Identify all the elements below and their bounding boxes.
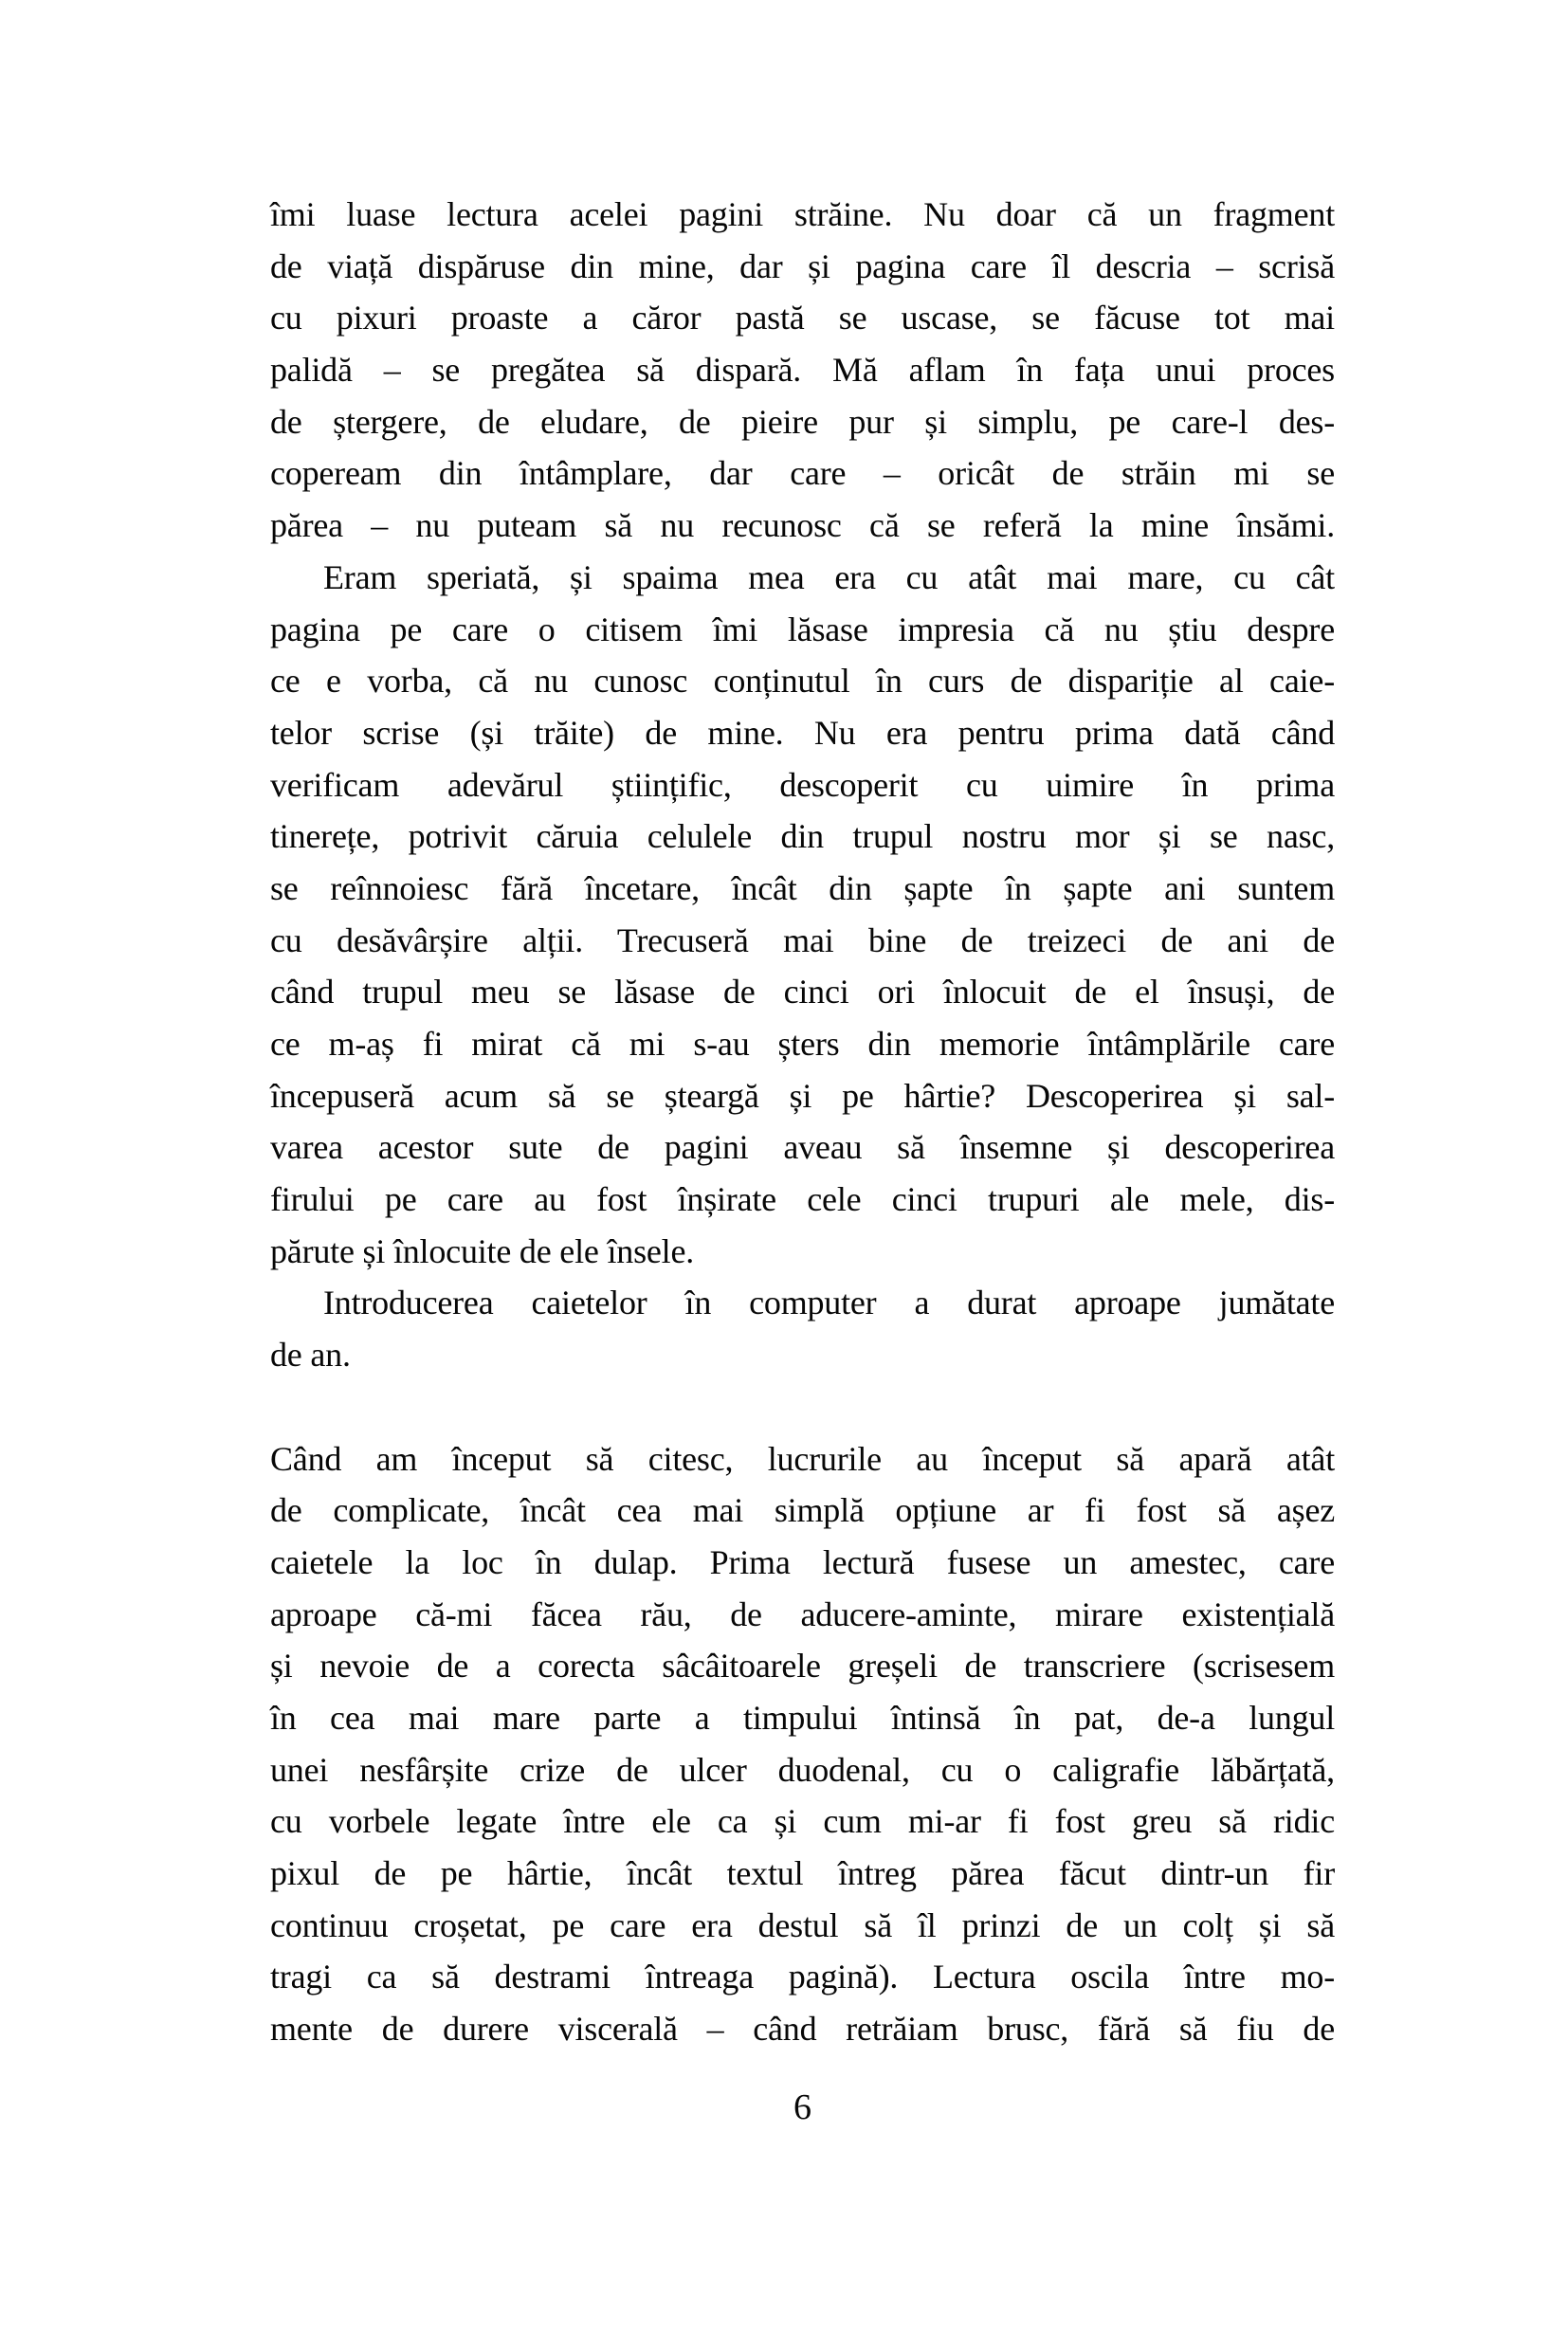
text-line-content: începuseră acum să se șteargă și pe hârtie? Descoperirea și sal-: [270, 1076, 1335, 1115]
text-line: [270, 1795, 1335, 1848]
text-line-content: ce e vorba, că nu cunosc conținutul în curs de dispariție al caie-: [270, 662, 1335, 701]
text-line: [270, 966, 1335, 1018]
text-line: [270, 811, 1335, 863]
text-line-content: de an.: [270, 1336, 351, 1375]
text-line-content: de ștergere, de eludare, de pieire pur și simplu, pe care-l des-: [270, 402, 1335, 441]
section-break: [270, 1381, 1335, 1433]
text-line-content: tinerețe, potrivit căruia celulele din trupul nostru mor și se nasc,: [270, 817, 1335, 856]
text-line: [270, 655, 1335, 707]
text-line-content: caietele la loc în dulap. Prima lectură fusese un amestec, care: [270, 1542, 1335, 1581]
text-line: [270, 1226, 1335, 1278]
text-line-content: cu desăvârșire alții. Trecuseră mai bine de treizeci de ani de: [270, 920, 1335, 959]
text-line-content: părea – nu puteam să nu recunosc că se referă la mine însămi.: [270, 506, 1335, 545]
text-line: [270, 1433, 1335, 1485]
text-line: [270, 1744, 1335, 1796]
text-line-content: mente de durere viscerală – când retrăiam brusc, fără să fiu de: [270, 2010, 1335, 2049]
text-line-content: îmi luase lectura acelei pagini străine. Nu doar că un fragment: [270, 195, 1335, 233]
text-line: [270, 1589, 1335, 1641]
text-line-content: firului pe care au fost înșirate cele cinci trupuri ale mele, dis-: [270, 1180, 1335, 1219]
text-line: [270, 1537, 1335, 1589]
text-line: [270, 1485, 1335, 1537]
text-line: [270, 1277, 1335, 1329]
text-line-content: cu pixuri proaste a căror pastă se uscase, se făcuse tot mai: [270, 299, 1335, 337]
text-line: [270, 344, 1335, 396]
text-line: [270, 759, 1335, 811]
text-line: [270, 189, 1335, 241]
text-line: [270, 447, 1335, 500]
text-line-content: părute și înlocuite de ele însele.: [270, 1231, 695, 1270]
text-line-content: Introducerea caietelor în computer a durat aproape jumătate: [323, 1284, 1335, 1322]
text-line: [270, 1692, 1335, 1744]
text-line-content: telor scrise (și trăite) de mine. Nu era pentru prima dată când: [270, 713, 1335, 752]
text-line: [270, 1121, 1335, 1174]
text-line: [270, 1070, 1335, 1122]
text-line-content: pixul de pe hârtie, încât textul întreg părea făcut dintr-un fir: [270, 1854, 1335, 1892]
text-line: [270, 863, 1335, 915]
text-line-content: de viață dispăruse din mine, dar și pagina care îl descria – scrisă: [270, 246, 1335, 285]
text-line-content: cu vorbele legate între ele ca și cum mi-ar fi fost greu să ridic: [270, 1802, 1335, 1841]
text-line-content: unei nesfârșite crize de ulcer duodenal, cu o caligrafie lăbărțată,: [270, 1750, 1335, 1789]
text-line: [270, 604, 1335, 656]
text-line-content: pagina pe care o citisem îmi lăsase impresia că nu știu despre: [270, 610, 1335, 648]
text-line: [270, 396, 1335, 448]
text-line: [270, 1848, 1335, 1900]
text-line-content: palidă – se pregătea să dispară. Mă aflam în fața unui proces: [270, 351, 1335, 390]
page-number: 6: [793, 2087, 811, 2127]
text-line-content: Când am început să citesc, lucrurile au început să apară atât: [270, 1439, 1335, 1478]
text-line: [270, 241, 1335, 293]
text-line: [270, 1951, 1335, 2003]
text-line: [270, 2003, 1335, 2055]
text-line-content: copeream din întâmplare, dar care – oricât de străin mi se: [270, 454, 1335, 493]
text-line: [270, 552, 1335, 604]
text-line-content: aproape că-mi făcea rău, de aducere-aminte, mirare existențială: [270, 1595, 1335, 1633]
text-line-content: tragi ca să destrami întreaga pagină). Lectura oscila între mo-: [270, 1958, 1335, 1996]
text-line: [270, 1900, 1335, 1952]
text-line: [270, 1640, 1335, 1692]
text-line: [270, 1018, 1335, 1070]
text-line: [270, 915, 1335, 967]
text-line-content: verificam adevărul științific, descoperit cu uimire în prima: [270, 765, 1335, 804]
text-line-content: Eram speriată, și spaima mea era cu atât mai mare, cu cât: [323, 557, 1335, 596]
text-line-content: de complicate, încât cea mai simplă opțiune ar fi fost să așez: [270, 1491, 1335, 1530]
text-line: [270, 1174, 1335, 1226]
text-line-content: în cea mai mare parte a timpului întinsă în pat, de-a lungul: [270, 1698, 1335, 1737]
text-line-content: varea acestor sute de pagini aveau să însemne și descoperirea: [270, 1128, 1335, 1167]
text-line: [270, 1329, 1335, 1381]
text-line-content: când trupul meu se lăsase de cinci ori înlocuit de el însuși, de: [270, 973, 1335, 1011]
text-line-content: ce m-aș fi mirat că mi s-au șters din memorie întâmplările care: [270, 1025, 1335, 1063]
page-text-block: [270, 189, 1335, 2055]
text-line-content: continuu croșetat, pe care era destul să îl prinzi de un colț și să: [270, 1905, 1335, 1944]
text-line: [270, 500, 1335, 552]
text-line-content: și nevoie de a corecta sâcâitoarele greșeli de transcriere (scrisesem: [270, 1647, 1335, 1686]
text-line: [270, 292, 1335, 344]
text-line-content: se reînnoiesc fără încetare, încât din șapte în șapte ani suntem: [270, 868, 1335, 907]
text-line: [270, 707, 1335, 759]
